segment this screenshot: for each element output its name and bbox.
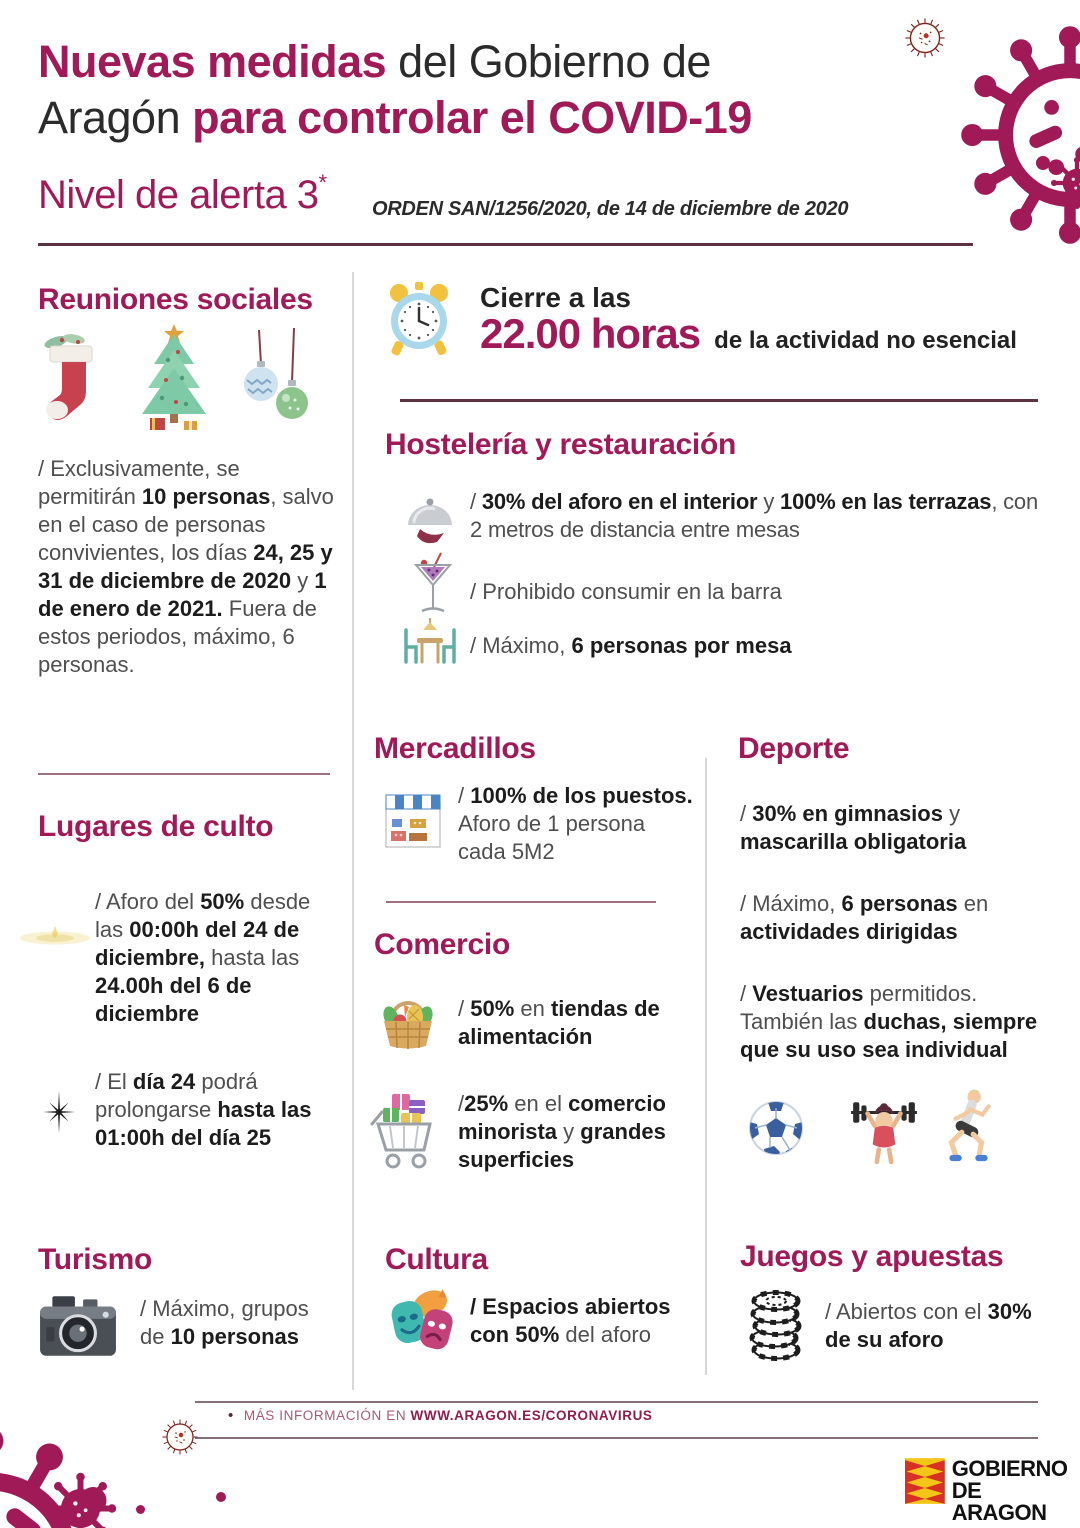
coronavirus-icon-fill [1046,152,1080,214]
coronavirus-icon-small-bottom [155,1412,205,1462]
coronavirus-icon-large [955,20,1080,250]
aragon-shield-icon [905,1458,945,1504]
gobierno-aragon-logo [905,1458,1080,1524]
section-deporte-title: Deporte [738,732,850,765]
title-accent-2: para controlar el COVID-19 [192,92,752,143]
comercio-item-2: /25% en el comercio minorista y grandes superficies [458,1091,666,1172]
alert-asterisk: * [318,170,327,195]
poker-chips-icon [745,1286,807,1362]
deporte-item-1: / 30% en gimnasios y mascarilla obligatoria [740,801,967,854]
footer-info-url: WWW.ARAGON.ES/CORONAVIRUS [410,1408,653,1423]
cloche-icon [402,490,458,548]
section-cultura-title: Cultura [385,1243,488,1276]
title-accent-1: Nuevas medidas [38,36,387,87]
comercio-item-1: / 50% en tiendas de alimentación [458,996,660,1049]
alert-level: Nivel de alerta 3* [38,170,327,217]
section-mercadillos-title: Mercadillos [374,732,536,765]
food-basket-icon [376,988,440,1052]
footer-rule-top [195,1401,1038,1403]
curfew-row [480,310,1017,358]
ornaments-icon [232,328,318,430]
footer-rule-bottom [195,1437,1038,1439]
section-reuniones-title: Reuniones sociales [38,283,313,316]
footer-info [228,1407,653,1424]
logo-text [952,1458,1080,1524]
logo-line-1: GOBIERNO [951,1456,1068,1481]
alarm-clock-icon [383,280,455,358]
turismo-item: / Máximo, grupos de 10 personas [140,1296,309,1349]
coronavirus-icon-small [897,10,953,66]
weightlifter-icon [842,1094,926,1166]
christmas-tree-icon [128,322,220,434]
section-hosteleria-title: Hostelería y restauración [385,428,736,461]
juegos-item: / Abiertos con el 30% de su aforo [825,1299,1032,1352]
runner-icon [938,1086,998,1168]
footer-bullet: • [228,1407,234,1424]
lugares-item-1: / Aforo del 50% desde las 00:00h del 24 de diciembre, hasta las 24.00h del 6 de diciembre [95,889,311,1026]
logo-line-2: DE ARAGON [951,1478,1047,1525]
curfew-intro: Cierre a las [480,282,631,313]
cultura-item: / Espacios abiertos con 50% del aforo [470,1294,671,1347]
mercadillos-rule [386,901,656,903]
left-column-rule [38,773,330,775]
curfew-scope: de la actividad no esencial [714,327,1017,354]
shopping-cart-icon [366,1086,442,1174]
title-rest-1: del Gobierno de [386,36,711,87]
curfew-time: 22.00 horas [480,310,701,357]
decor-dot [136,1505,145,1514]
section-turismo-title: Turismo [38,1243,153,1276]
table-chairs-icon [398,614,462,672]
lugares-item-2: / El día 24 podrá prolongarse hasta las 01:00h del día 25 [95,1069,312,1150]
hosteleria-item-2: / Prohibido consumir en la barra [470,579,782,604]
footer-info-label: MÁS INFORMACIÓN EN [243,1408,411,1423]
header-rule [38,243,973,246]
reuniones-text: / Exclusivamente, se permitirán 10 personas, salvo en el caso de personas convivientes, los días 24, 25 y 31 de diciembre de 2020 y 1 de enero de 2021. Fuera de estos periodos, máximo, 6 personas. [38,456,334,677]
stocking-icon [40,330,102,430]
hosteleria-item-1: / 30% del aforo en el interior y 100% en las terrazas, con 2 metros de distancia entre mesas [470,489,1039,542]
section-lugares-title: Lugares de culto [38,810,274,843]
cocktail-icon [412,550,454,624]
title-rest-2: Aragón [38,92,193,143]
deporte-item-3: / Vestuarios permitidos. También las duchas, siempre que su uso sea individual [740,981,1038,1062]
candle-glow-icon [18,908,92,968]
section-juegos-title: Juegos y apuestas [740,1240,1004,1273]
decor-dot [216,1492,226,1502]
curfew-rule [400,399,1038,402]
section-comercio-title: Comercio [374,928,510,961]
decor-dot [1036,156,1050,170]
hosteleria-item-3: / Máximo, 6 personas por mesa [470,633,792,658]
market-stall-icon [382,788,444,852]
mercadillos-item: / 100% de los puestos. Aforo de 1 persona cada 5M2 [458,783,693,864]
divider-left-column [352,272,354,1390]
divider-middle-column [705,758,707,1375]
decor-dot [12,1512,23,1523]
soccer-ball-icon [748,1100,804,1156]
theater-masks-icon [385,1283,459,1359]
deporte-item-2: / Máximo, 6 personas en actividades dirigidas [740,891,989,944]
star-icon [28,1066,90,1158]
camera-icon [38,1288,118,1362]
page-title [38,34,752,146]
order-reference: ORDEN SAN/1256/2020, de 14 de diciembre de 2020 [372,198,849,220]
coronavirus-icon-fill-bottom [38,1466,123,1528]
